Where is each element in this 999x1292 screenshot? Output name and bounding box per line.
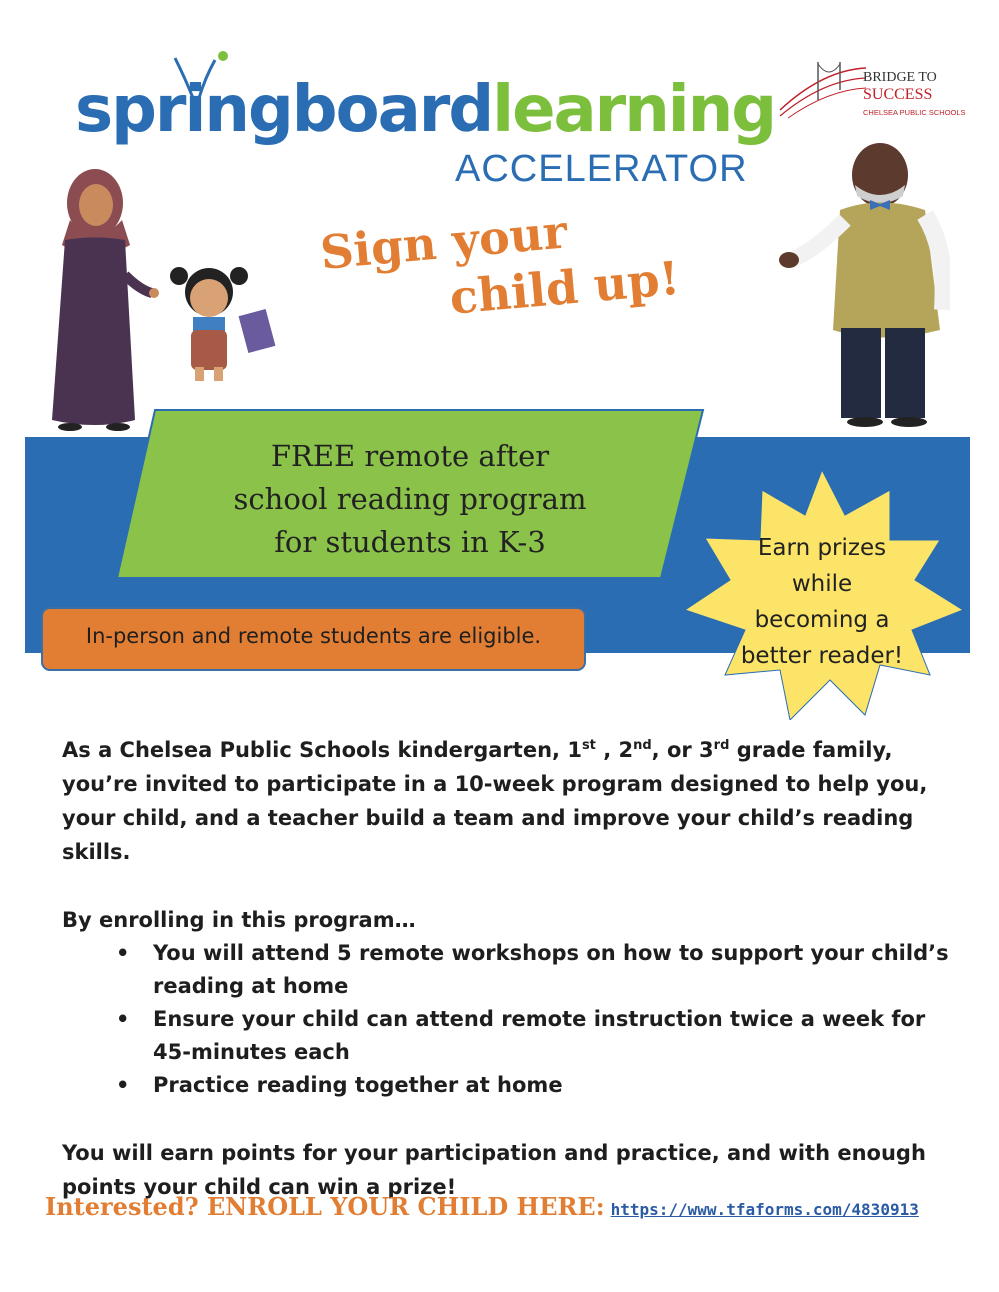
headline <box>318 194 682 337</box>
logo-word-learning: learning <box>492 73 776 147</box>
prize-line2: while <box>791 571 853 597</box>
prize-text <box>722 530 922 674</box>
cta-label: Interested? ENROLL YOUR CHILD HERE: <box>45 1192 605 1221</box>
eligibility-text: In-person and remote students are eligible. <box>85 624 542 648</box>
headline-line1: Sign your <box>318 204 570 280</box>
program-description <box>175 435 645 564</box>
headline-line2: child up! <box>447 250 682 325</box>
logo-accelerator: ACCELERATOR <box>455 148 748 190</box>
partner-line1: BRIDGE TO <box>863 70 937 85</box>
partner-line2: SUCCESS <box>863 86 933 103</box>
program-line1: FREE remote after <box>270 439 550 473</box>
intro-paragraph: As a Chelsea Public Schools kindergarten, 1st , 2nd, or 3rd grade family, you’re invited to participate in a 10-week program designed to help you, your child, and a teacher build a team and improve your child’s reading skills. <box>62 738 928 864</box>
body-copy <box>62 733 952 1204</box>
bridge-icon <box>778 60 868 120</box>
list-item: • You will attend 5 remote workshops on how to support your child’s reading at home <box>62 937 952 1003</box>
prize-line4: better reader! <box>740 643 904 669</box>
teacher-illustration <box>775 140 950 430</box>
list-item: • Practice reading together at home <box>62 1069 952 1102</box>
logo-wordmark <box>75 73 776 147</box>
benefits-list <box>62 937 952 1102</box>
partner-line3: CHELSEA PUBLIC SCHOOLS <box>863 108 966 117</box>
child-illustration <box>165 262 280 387</box>
prize-line1: Earn prizes <box>757 535 887 561</box>
points-paragraph: You will earn points for your participation and practice, and with enough points your child can win a prize! <box>62 1141 926 1199</box>
list-item: • Ensure your child can attend remote instruction twice a week for 45-minutes each <box>62 1003 952 1069</box>
mother-illustration <box>40 165 160 435</box>
logo-word-springboard: springboard <box>75 73 493 147</box>
program-line3: for students in K-3 <box>274 525 546 559</box>
enroll-intro: By enrolling in this program… <box>62 908 416 932</box>
enroll-cta <box>45 1192 919 1221</box>
enroll-link[interactable]: https://www.tfaforms.com/4830913 <box>610 1200 919 1219</box>
prize-line3: becoming a <box>754 607 890 633</box>
program-line2: school reading program <box>233 482 587 516</box>
